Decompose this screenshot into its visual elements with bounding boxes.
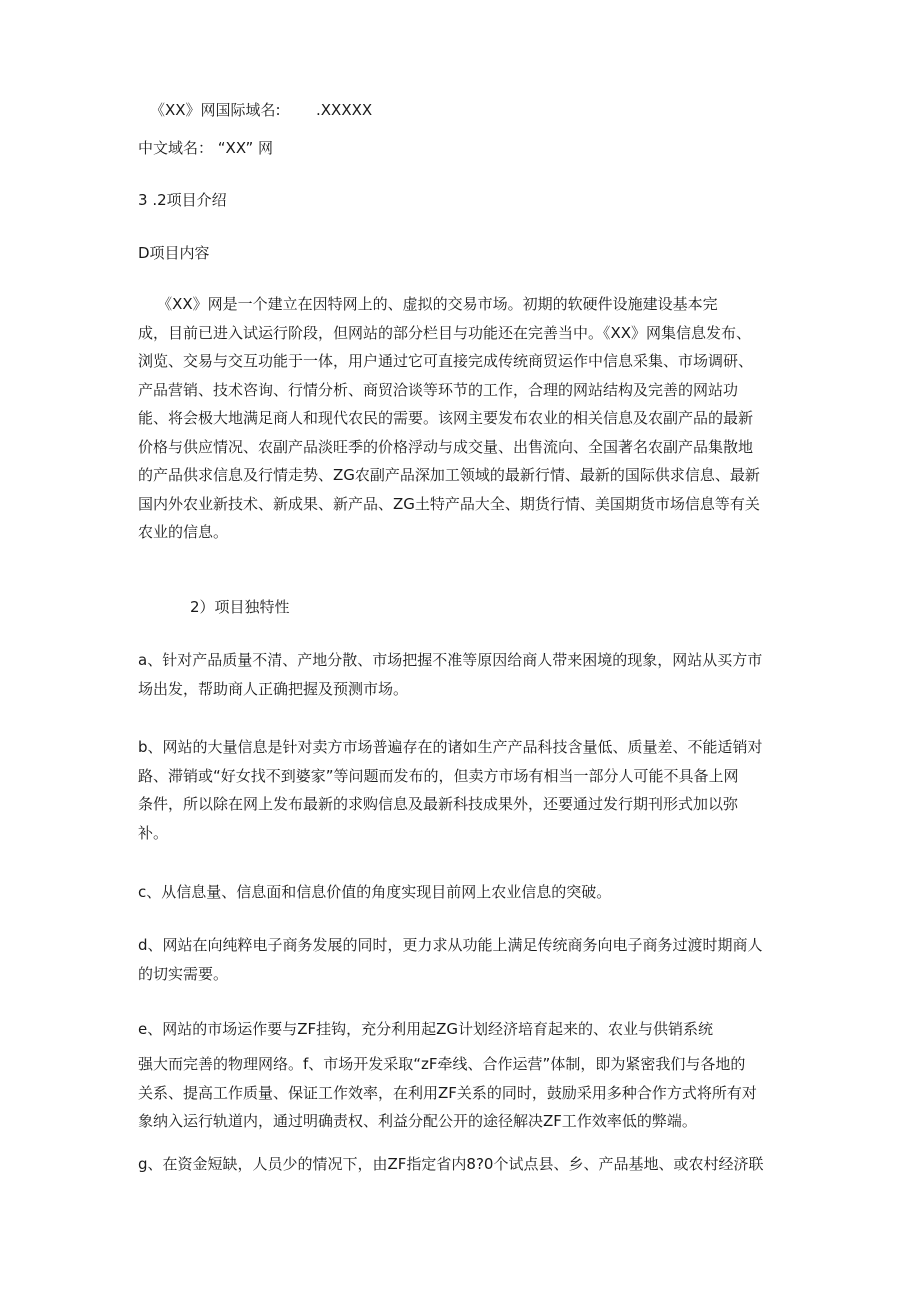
intl-domain-value: .XXXXX [316,101,373,119]
sub1-heading: D项目内容 [138,244,210,262]
item-a-paragraph [138,646,778,703]
item-d-line: 的切实需要。 [138,964,229,983]
intl-domain-label: 《XX》网国际域名: [150,101,281,119]
item-e-paragraph [138,1015,778,1044]
item-g-paragraph [138,1150,778,1179]
item-f-line: 关系、提高工作质量、保证工作效率，在利用ZF关系的同时，鼓励采用多种合作方式将所有对 [138,1083,757,1102]
intro-line: 农业的信息。 [138,523,229,541]
intro-paragraph [138,290,778,547]
item-b-paragraph [138,733,778,847]
item-b-line: 条件，所以除在网上发布最新的求购信息及最新科技成果外，还要通过发行期刊形式加以弥 [138,795,739,813]
intro-line: 成，目前已进入试运行阶段，但网站的部分栏目与功能还在完善当中。《XX》网集信息发布、 [138,323,752,342]
intro-line: 价格与供应情况、农副产品淡旺季的价格浮动与成交量、出售流向、全国著名农副产品集散地 [138,437,754,456]
item-c-paragraph [138,878,778,907]
item-e-line: e、网站的市场运作要与ZF挂钩，充分利用起ZG计划经济培育起来的、农业与供销系统 [138,1020,714,1038]
item-f-line: 强大而完善的物理网络。f、市场开发采取“zF牵线、合作运营”体制，即为紧密我们与各地的 [138,1055,746,1073]
item-d-paragraph [138,931,778,988]
item-b-line: 路、滞销或“好女找不到婆家”等问题而发布的，但卖方市场有相当一部分人可能不具备上网 [138,766,739,785]
item-b-line: b、网站的大量信息是针对卖方市场普遍存在的诸如生产产品科技含量低、质量差、不能适销对 [138,738,763,756]
intro-line: 国内外农业新技术、新成果、新产品、ZG土特产品大全、期货行情、美国期货市场信息等有关 [138,494,760,513]
sub2-heading: 2）项目独特性 [190,598,290,616]
cn-domain-line: 中文域名： “XX” 网 [138,139,274,157]
intro-line: 的产品供求信息及行情走势、ZG农副产品深加工领域的最新行情、最新的国际供求信息、最新 [138,466,760,484]
section-heading: 3 .2项目介绍 [138,191,227,209]
item-a-line: a、针对产品质量不清、产地分散、市场把握不准等原因给商人带来困境的现象，网站从买方市 [138,651,763,669]
item-f-line: 象纳入运行轨道内，通过明确责权、利益分配公开的途径解决ZF工作效率低的弊端。 [138,1112,697,1130]
item-a-line: 场出发，帮助商人正确把握及预测市场。 [138,679,409,698]
item-g-line: g、在资金短缺，人员少的情况下，由ZF指定省内8?0个试点县、乡、产品基地、或农村经济联 [138,1155,764,1173]
intro-line: 能、将会极大地满足商人和现代农民的需要。该网主要发布农业的相关信息及农副产品的最新 [138,409,754,427]
intro-line: 产品营销、技术咨询、行情分析、商贸洽谈等环节的工作，合理的网站结构及完善的网站功 [138,380,739,399]
item-d-line: d、网站在向纯粹电子商务发展的同时，更力求从功能上满足传统商务向电子商务过渡时期商人 [138,936,763,954]
intro-line: 《XX》网是一个建立在因特网上的、虚拟的交易市场。初期的软硬件设施建设基本完 [138,295,718,313]
item-c-line: c、从信息量、信息面和信息价值的角度实现目前网上农业信息的突破。 [138,883,612,901]
intro-line: 浏览、交易与交互功能于一体，用户通过它可直接完成传统商贸运作中信息采集、市场调研、 [138,352,754,370]
item-b-line: 补。 [138,823,169,842]
item-f-paragraph [138,1050,778,1136]
